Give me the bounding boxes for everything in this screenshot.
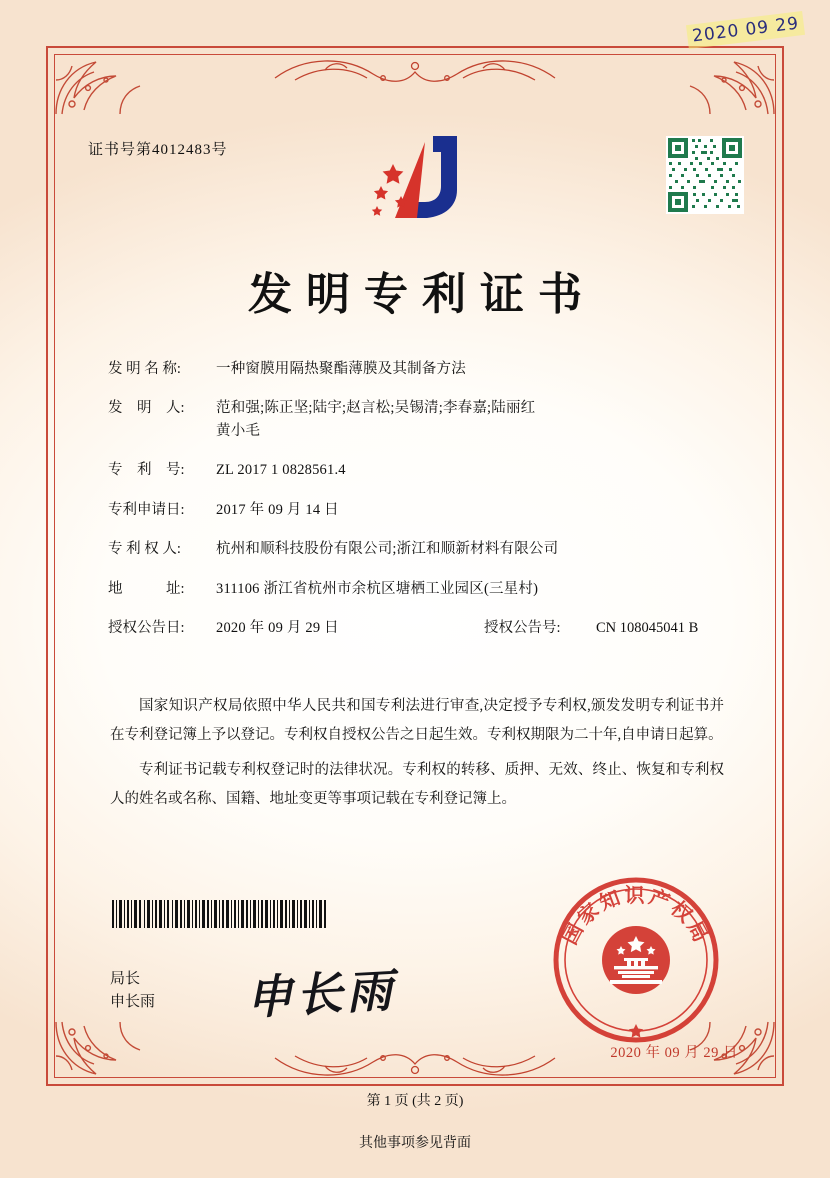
- field-value: ZL 2017 1 0828561.4: [216, 462, 346, 479]
- field-value: 2017 年 09 月 14 日: [216, 501, 339, 518]
- field-row-grant-publication: [108, 617, 738, 639]
- field-label: 发 明 人:: [108, 400, 185, 417]
- legal-paragraph-1: 国家知识产权局依照中华人民共和国专利法进行审查,决定授予专利权,颁发发明专利证书并在专利登记簿上予以登记。专利权自授权公告之日起生效。专利权期限为二十年,自申请日起算。: [110, 698, 724, 743]
- official-seal: [550, 874, 722, 1046]
- cnipa-logo-icon: [355, 128, 485, 224]
- field-label-secondary: 授权公告号:: [484, 620, 561, 637]
- page-title: 发明专利证书: [248, 270, 596, 319]
- footer-note: 其他事项参见背面: [359, 1136, 471, 1151]
- qr-code-icon: [666, 136, 744, 214]
- corner-ornament-icon: [684, 50, 780, 120]
- signature-title: 局长: [110, 971, 141, 987]
- field-label: 专 利 权 人:: [108, 541, 181, 558]
- field-value-line2: 黄小毛: [216, 422, 261, 439]
- field-value-secondary: CN 108045041 B: [596, 620, 699, 637]
- field-row-address: [108, 578, 738, 600]
- field-label: 专利申请日:: [108, 501, 185, 518]
- field-label: 地 址:: [108, 580, 185, 597]
- signature-block: [110, 968, 155, 1015]
- legal-paragraph-2: 专利证书记载专利权登记时的法律状况。专利权的转移、质押、无效、终止、恢复和专利权人的姓名或名称、国籍、地址变更等事项记载在专利登记簿上。: [110, 762, 724, 807]
- corner-ornament-icon: [50, 50, 146, 120]
- field-value-line1: 范和强;陈正坚;陆宇;赵言松;吴锡清;李春嘉;陆丽红: [216, 400, 536, 417]
- signature-name: 申长雨: [110, 994, 156, 1011]
- field-label: 专 利 号:: [108, 462, 185, 479]
- field-value: 311106 浙江省杭州市余杭区塘栖工业园区(三星村): [216, 580, 539, 597]
- legal-paragraphs: [110, 692, 724, 820]
- svg-text:国家知识产权局: 国家知识产权局: [559, 885, 713, 949]
- field-list: [108, 358, 738, 657]
- handwritten-date: 2020 09 29: [686, 11, 805, 49]
- seal-date: 2020 年 09 月 29 日: [610, 1045, 738, 1061]
- field-label: 发 明 名 称:: [108, 361, 181, 377]
- field-row-patentee: [108, 538, 738, 560]
- page-number: 第 1 页 (共 2 页): [366, 1094, 464, 1109]
- field-row-application-date: [108, 499, 738, 521]
- field-value: 杭州和顺科技股份有限公司;浙江和顺新材料有限公司: [216, 541, 559, 558]
- top-ornament-icon: [255, 48, 575, 92]
- field-value: 2020 年 09 月 29 日: [216, 620, 339, 637]
- field-value: 一种窗膜用隔热聚酯薄膜及其制备方法: [216, 361, 466, 377]
- barcode-icon: [112, 900, 327, 928]
- handwritten-signature: 申长雨: [244, 963, 398, 1025]
- certificate-number: 证书号第4012483号: [88, 142, 228, 158]
- field-row-inventors: [108, 397, 738, 442]
- field-label: 授权公告日:: [108, 620, 185, 637]
- bottom-ornament-icon: [255, 1044, 575, 1088]
- field-row-patent-number: [108, 459, 738, 481]
- corner-ornament-icon: [50, 1016, 146, 1086]
- field-value: [216, 397, 738, 442]
- field-row-invention-name: [108, 358, 738, 380]
